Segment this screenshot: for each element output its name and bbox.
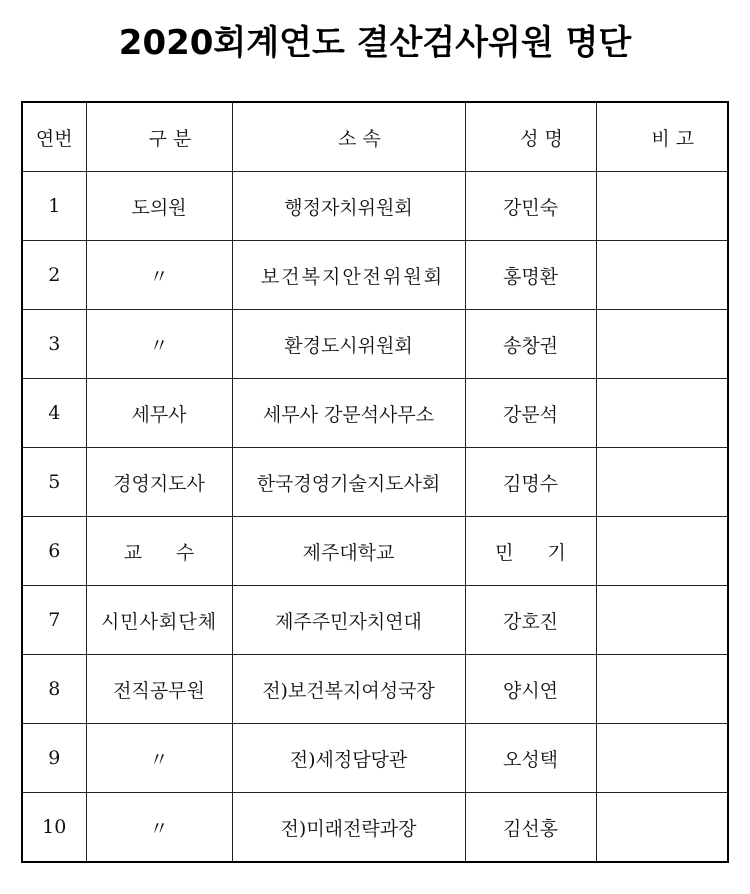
cell-affiliation: 행정자치위원회	[232, 172, 465, 241]
table-row	[22, 172, 728, 241]
cell-name: 양시연	[465, 655, 596, 724]
cell-no: 8	[22, 655, 86, 724]
page-title: 2020회계연도 결산검사위원 명단	[118, 23, 632, 63]
cell-name: 홍명환	[465, 241, 596, 310]
cell-category: 〃	[86, 310, 232, 379]
table-row	[22, 310, 728, 379]
cell-remarks	[596, 724, 728, 793]
cell-remarks	[596, 655, 728, 724]
cell-no: 5	[22, 448, 86, 517]
cell-remarks	[596, 448, 728, 517]
cell-no: 9	[22, 724, 86, 793]
table-row	[22, 379, 728, 448]
cell-category: 시민사회단체	[86, 586, 232, 655]
cell-affiliation: 환경도시위원회	[232, 310, 465, 379]
cell-category: 〃	[86, 724, 232, 793]
cell-no: 7	[22, 586, 86, 655]
cell-remarks	[596, 517, 728, 586]
table-row	[22, 448, 728, 517]
header-affiliation: 소 속	[232, 102, 465, 172]
table-row	[22, 655, 728, 724]
cell-name: 강문석	[465, 379, 596, 448]
cell-affiliation: 제주대학교	[232, 517, 465, 586]
table-row	[22, 517, 728, 586]
cell-name: 오성택	[465, 724, 596, 793]
cell-remarks	[596, 379, 728, 448]
cell-affiliation: 전)세정담당관	[232, 724, 465, 793]
cell-affiliation: 세무사 강문석사무소	[232, 379, 465, 448]
cell-category: 도의원	[86, 172, 232, 241]
cell-no: 6	[22, 517, 86, 586]
table-row	[22, 586, 728, 655]
cell-remarks	[596, 310, 728, 379]
header-no: 연번	[22, 102, 86, 172]
cell-no: 2	[22, 241, 86, 310]
cell-no: 4	[22, 379, 86, 448]
cell-remarks	[596, 793, 728, 863]
cell-affiliation: 전)보건복지여성국장	[232, 655, 465, 724]
cell-name: 강호진	[465, 586, 596, 655]
table-row	[22, 724, 728, 793]
cell-category: 〃	[86, 793, 232, 863]
cell-category: 교 수	[86, 517, 232, 586]
cell-category: 경영지도사	[86, 448, 232, 517]
table-row	[22, 241, 728, 310]
header-category: 구 분	[86, 102, 232, 172]
cell-remarks	[596, 172, 728, 241]
cell-no: 10	[22, 793, 86, 863]
cell-affiliation: 한국경영기술지도사회	[232, 448, 465, 517]
cell-remarks	[596, 586, 728, 655]
table-row	[22, 793, 728, 863]
cell-name: 강민숙	[465, 172, 596, 241]
cell-name: 김선홍	[465, 793, 596, 863]
cell-no: 3	[22, 310, 86, 379]
cell-name: 김명수	[465, 448, 596, 517]
cell-no: 1	[22, 172, 86, 241]
table-header-row	[22, 102, 728, 172]
cell-category: 〃	[86, 241, 232, 310]
header-name: 성 명	[465, 102, 596, 172]
cell-affiliation: 제주주민자치연대	[232, 586, 465, 655]
cell-category: 세무사	[86, 379, 232, 448]
cell-remarks	[596, 241, 728, 310]
auditor-roster-table	[21, 101, 729, 863]
cell-affiliation: 전)미래전략과장	[232, 793, 465, 863]
cell-affiliation: 보건복지안전위원회	[232, 241, 465, 310]
header-remarks: 비 고	[596, 102, 728, 172]
cell-name: 송창권	[465, 310, 596, 379]
cell-name: 민 기	[465, 517, 596, 586]
cell-category: 전직공무원	[86, 655, 232, 724]
